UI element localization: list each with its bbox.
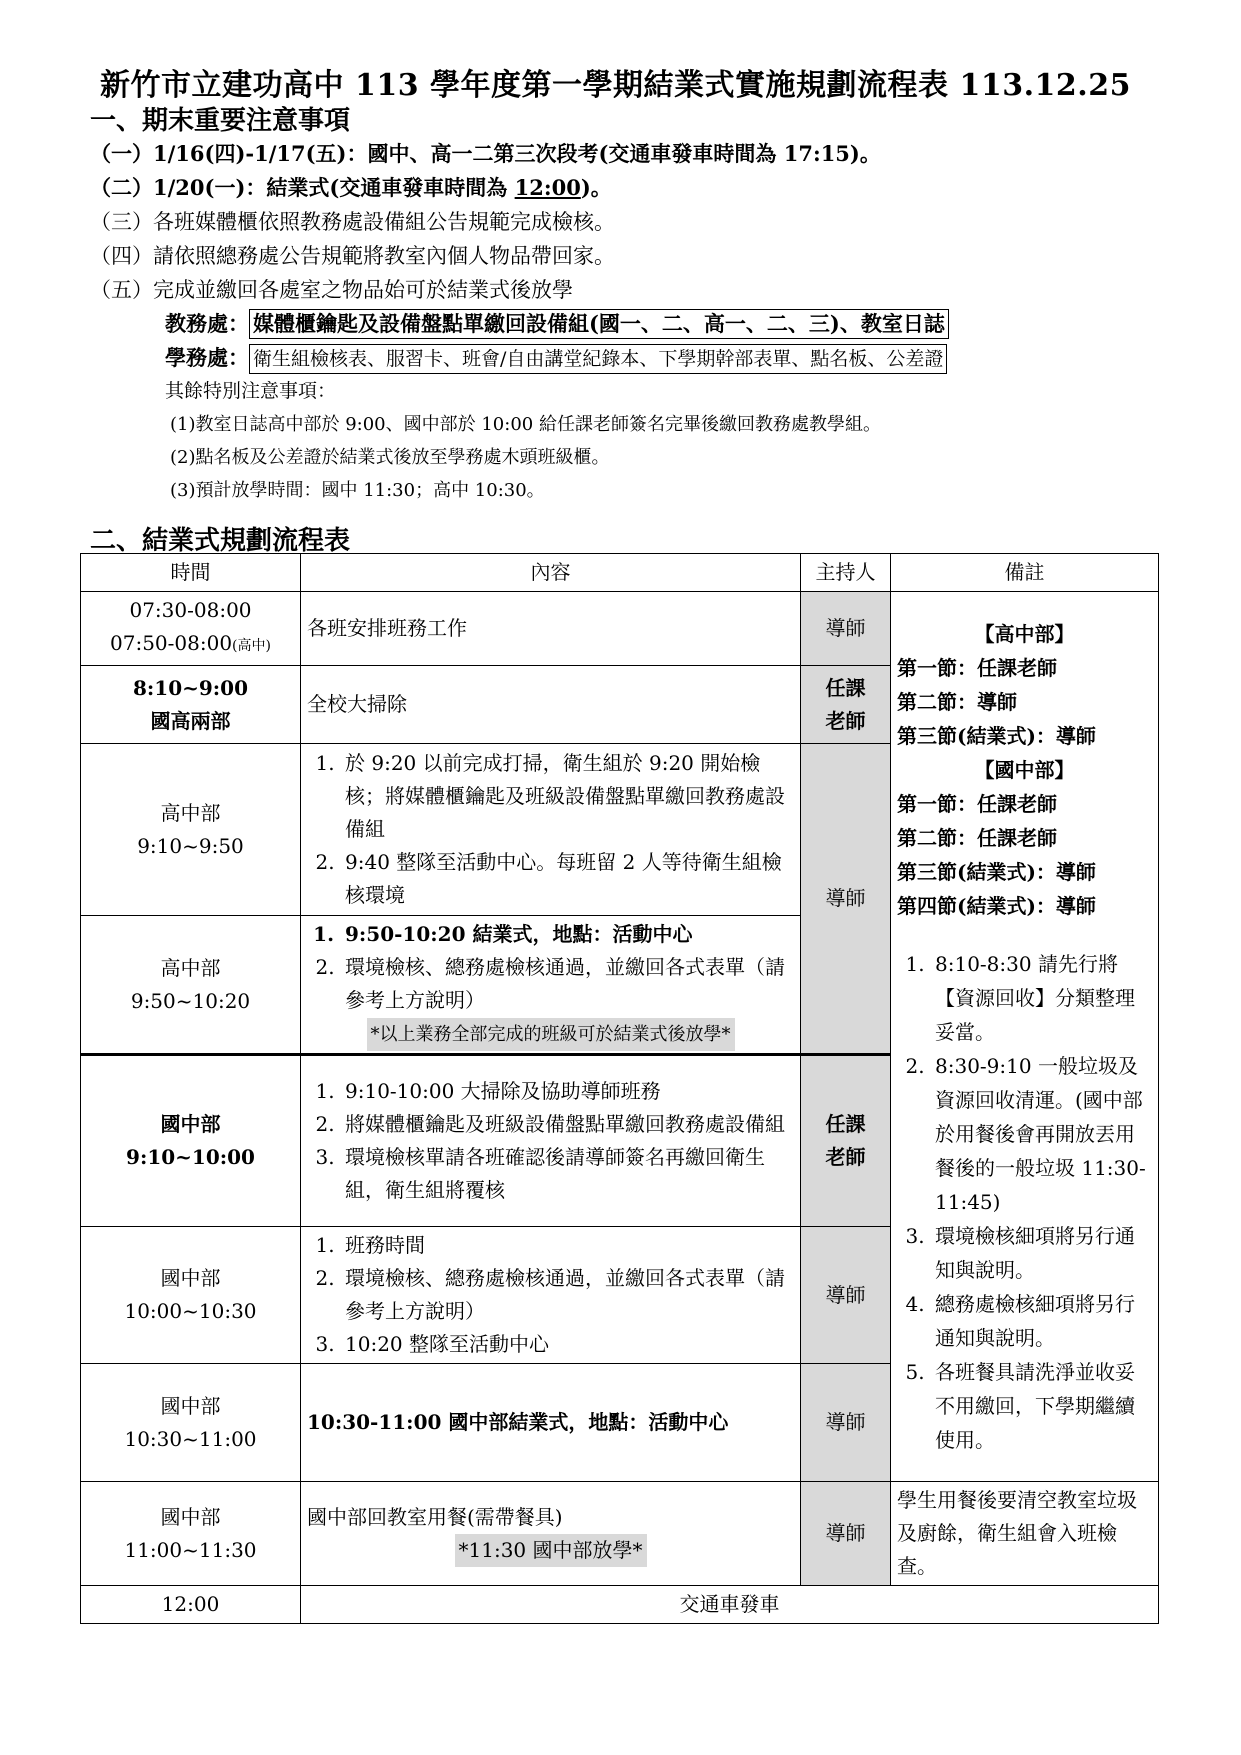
host-line: 任課 <box>825 675 866 700</box>
row-remark: 學生用餐後要清空教室垃圾及廚餘，衛生組會入班檢查。 <box>891 1482 1159 1586</box>
remarks-junior-line: 第二節：任課老師 <box>897 825 1057 850</box>
table-header-row <box>81 554 1159 592</box>
remarks-list-item: 4. 總務處檢核細項將另行通知與說明。 <box>931 1287 1152 1355</box>
content-text: 國中部回教室用餐(需帶餐具) <box>307 1504 563 1529</box>
row-time <box>81 1055 301 1227</box>
row-host <box>801 1055 891 1227</box>
row-host: 導師 <box>801 1364 891 1482</box>
header-content: 內容 <box>301 554 801 592</box>
host-line: 任課 <box>825 1112 866 1136</box>
other-note-1: (1)教室日誌高中部於 9:00、國中部於 10:00 給任課老師簽名完畢後繳回教務處教學組。 <box>170 414 881 435</box>
time-line: 國中部 <box>160 1266 221 1290</box>
note-item-2-time: 12:00 <box>514 175 581 200</box>
header-time: 時間 <box>81 554 301 592</box>
row-content <box>301 744 801 916</box>
content-list-item: 2. 環境檢核、總務處檢核通過，並繳回各式表單（請參考上方說明） <box>341 1262 794 1328</box>
row-time <box>81 1364 301 1482</box>
time-line: 國中部 <box>160 1112 221 1136</box>
time-line: 國中部 <box>160 1504 221 1529</box>
table-row <box>81 1586 1159 1624</box>
time-line: 10:30~11:00 <box>124 1426 257 1451</box>
remarks-junior-head: 【國中部】 <box>974 757 1075 782</box>
remarks-high-line: 第一節：任課老師 <box>897 655 1057 680</box>
row-host: 導師 <box>801 1482 891 1586</box>
row-time <box>81 916 301 1055</box>
remarks-list-item: 3. 環境檢核細項將另行通知與說明。 <box>931 1219 1152 1287</box>
remarks-list-item: 1. 8:10-8:30 請先行將【資源回收】分類整理妥當。 <box>931 947 1152 1049</box>
host-line: 老師 <box>825 708 866 733</box>
content-list <box>307 1229 794 1361</box>
time-line: 07:30-08:00 <box>129 598 252 622</box>
time-line: 高中部 <box>160 800 221 825</box>
document-title: 新竹市立建功高中 113 學年度第一學期結業式實施規劃流程表 113.12.25 <box>100 68 1131 103</box>
note-item-4: （四）請依照總務處公告規範將教室內個人物品帶回家。 <box>90 244 615 268</box>
note-item-1: （一）1/16(四)-1/17(五)：國中、高一二第三次段考(交通車發車時間為 17:15)。 <box>90 141 881 166</box>
time-line: 11:00~11:30 <box>124 1537 257 1562</box>
other-notes-label: 其餘特別注意事項： <box>165 380 337 402</box>
remarks-junior-line: 第三節(結業式)：導師 <box>897 859 1096 884</box>
content-list-item: 3. 10:20 整隊至活動中心 <box>341 1328 794 1361</box>
content-note-text: *以上業務全部完成的班級可於結業式後放學* <box>367 1018 735 1051</box>
remarks-high-line: 第二節：導師 <box>897 689 1017 714</box>
time-line: 9:50~10:20 <box>130 988 251 1013</box>
content-list <box>307 918 794 1017</box>
content-list-item: 2. 環境檢核、總務處檢核通過，並繳回各式表單（請參考上方說明） <box>341 951 794 1017</box>
remarks-schedule <box>897 617 1152 923</box>
table-row <box>81 1482 1159 1586</box>
row-time <box>81 592 301 666</box>
content-note-text: *11:30 國中部放學* <box>455 1534 647 1567</box>
content-list-item: 3. 環境檢核單請各班確認後請導師簽名再繳回衛生組，衛生組將覆核 <box>341 1141 794 1207</box>
remarks-cell <box>891 592 1159 1482</box>
row-content: 各班安排班務工作 <box>301 592 801 666</box>
row-host: 導師 <box>801 744 891 1055</box>
header-host: 主持人 <box>801 554 891 592</box>
note-item-5: （五）完成並繳回各處室之物品始可於結業式後放學 <box>90 278 573 302</box>
row-content: 交通車發車 <box>301 1586 1159 1624</box>
content-list-item: 2. 9:40 整隊至活動中心。每班留 2 人等待衛生組檢核環境 <box>341 846 794 912</box>
content-list <box>307 1075 794 1207</box>
content-list-item: 1. 班務時間 <box>341 1229 794 1262</box>
row-content <box>301 1482 801 1586</box>
time-line: 國高兩部 <box>150 708 231 733</box>
row-content <box>301 916 801 1055</box>
row-host: 導師 <box>801 592 891 666</box>
time-line: 國中部 <box>160 1393 221 1418</box>
academic-affairs-line <box>165 307 1170 341</box>
schedule-table <box>80 553 1159 1624</box>
remarks-junior-line: 第一節：任課老師 <box>897 791 1057 816</box>
content-note <box>307 1534 794 1567</box>
row-content <box>301 1227 801 1364</box>
content-list-item: 2. 將媒體櫃鑰匙及班級設備盤點單繳回教務處設備組 <box>341 1108 794 1141</box>
row-host: 導師 <box>801 1227 891 1364</box>
table-row <box>81 592 1159 666</box>
row-time <box>81 744 301 916</box>
time-note: (高中) <box>232 638 271 654</box>
content-note <box>307 1017 794 1051</box>
remarks-high-head: 【高中部】 <box>974 621 1075 646</box>
content-list-item: 1. 9:50-10:20 結業式，地點：活動中心 <box>341 918 794 951</box>
remarks-list <box>897 947 1152 1457</box>
note-item-2-end: )。 <box>580 175 612 200</box>
remarks-high-line: 第三節(結業式)：導師 <box>897 723 1096 748</box>
academic-affairs-label: 教務處： <box>165 311 249 336</box>
time-line: 9:10~10:00 <box>126 1145 255 1169</box>
row-time <box>81 1482 301 1586</box>
row-content <box>301 1055 801 1227</box>
content-list-item: 1. 9:10-10:00 大掃除及協助導師班務 <box>341 1075 794 1108</box>
row-time: 12:00 <box>81 1586 301 1624</box>
row-time <box>81 1227 301 1364</box>
section2-heading: 二、結業式規劃流程表 <box>90 526 351 556</box>
student-affairs-label: 學務處： <box>165 345 249 370</box>
remarks-list-item: 5. 各班餐具請洗淨並收妥不用繳回，下學期繼續使用。 <box>931 1355 1152 1457</box>
note-item-2-text: （二）1/20(一)：結業式(交通車發車時間為 <box>90 175 515 200</box>
note-item-2 <box>90 171 1170 205</box>
student-affairs-line <box>165 341 1170 375</box>
note-item-3: （三）各班媒體櫃依照教務處設備組公告規範完成檢核。 <box>90 210 615 234</box>
row-host <box>801 666 891 744</box>
academic-affairs-items: 媒體櫃鑰匙及設備盤點單繳回設備組(國一、二、高一、二、三)、教室日誌 <box>249 309 949 339</box>
important-notes <box>90 137 1170 507</box>
other-note-2: (2)點名板及公差證於結業式後放至學務處木頭班級櫃。 <box>170 447 610 468</box>
content-list <box>307 747 794 912</box>
remarks-junior-line: 第四節(結業式)：導師 <box>897 893 1096 918</box>
other-note-3: (3)預計放學時間：國中 11:30；高中 10:30。 <box>170 480 545 501</box>
remarks-list-item: 2. 8:30-9:10 一般垃圾及資源回收清運。(國中部於用餐後會再開放丟用餐後的一般垃圾 11:30-11:45) <box>931 1049 1152 1219</box>
row-time <box>81 666 301 744</box>
section1-heading: 一、期末重要注意事項 <box>90 106 351 136</box>
content-list-item: 1. 於 9:20 以前完成打掃，衛生組於 9:20 開始檢核；將媒體櫃鑰匙及班級設備盤點單繳回教務處設備組 <box>341 747 794 846</box>
time-line <box>87 627 294 663</box>
row-content: 10:30-11:00 國中部結業式，地點：活動中心 <box>301 1364 801 1482</box>
time-line: 9:10~9:50 <box>137 833 244 858</box>
header-remarks: 備註 <box>891 554 1159 592</box>
time-line: 8:10~9:00 <box>132 675 249 700</box>
student-affairs-items: 衛生組檢核表、服習卡、班會/自由講堂紀錄本、下學期幹部表單、點名板、公差證 <box>249 344 947 374</box>
host-line: 老師 <box>825 1145 866 1169</box>
time-line: 10:00~10:30 <box>124 1299 257 1323</box>
time-value: 07:50-08:00 <box>110 631 233 655</box>
time-line: 高中部 <box>160 955 221 980</box>
row-content: 全校大掃除 <box>301 666 801 744</box>
